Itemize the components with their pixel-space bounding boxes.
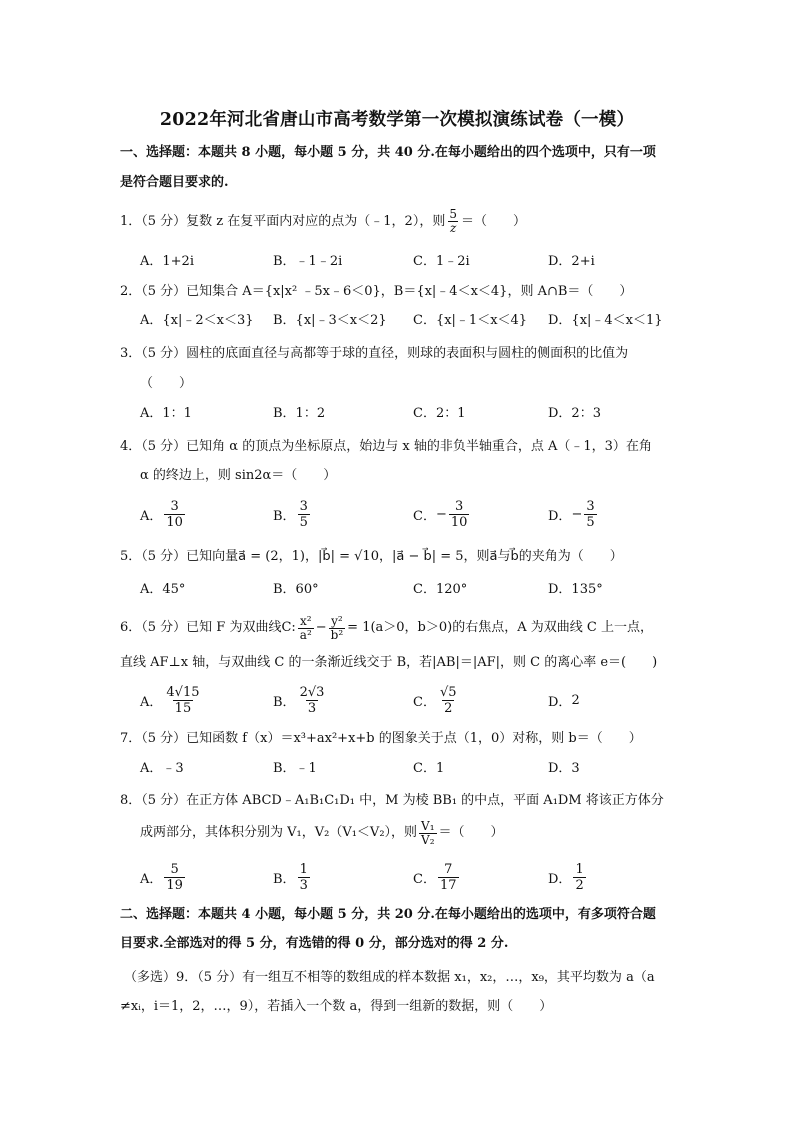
option-d xyxy=(548,497,599,531)
option-a: A．1：1 xyxy=(140,406,192,421)
minus-sign: − xyxy=(571,506,583,522)
fraction-numerator: 1 xyxy=(299,861,308,877)
fraction-denominator: 3 xyxy=(307,700,317,716)
question-8-line2 xyxy=(140,816,700,850)
question-9: （多选）9．（5 分）有一组互不相等的数组成的样本数据 x₁，x₂，…，x₉，其平均数为 a（a xyxy=(124,970,655,985)
fraction-denominator: 3 xyxy=(299,877,308,893)
question-6 xyxy=(120,612,680,644)
option-fraction xyxy=(573,862,585,893)
option-b: B．60° xyxy=(273,582,319,597)
question-6-fraction-x xyxy=(298,615,314,642)
option-b xyxy=(273,683,328,717)
option-c xyxy=(413,860,461,894)
question-1-text: 1．（5 分）复数 z 在复平面内对应的点为（﹣1，2），则 xyxy=(120,213,446,229)
page-title: 2022年河北省唐山市高考数学第一次模拟演练试卷（一模） xyxy=(159,110,635,130)
option-a xyxy=(140,497,187,531)
fraction-numerator: V₁ xyxy=(421,818,435,833)
option-d: D．3 xyxy=(548,761,580,776)
option-fraction xyxy=(298,685,327,716)
option-b: B．1：2 xyxy=(273,406,326,421)
question-3: 3．（5 分）圆柱的底面直径与高都等于球的直径，则球的表面积与圆柱的侧面积的比值为 xyxy=(120,346,629,361)
option-label: B． xyxy=(273,694,296,710)
section1-instructions-line1: 一、选择题：本题共 8 小题，每小题 5 分，共 40 分.在每小题给出的四个选项中，只有一项 xyxy=(120,145,656,160)
option-c: C．{x|﹣1＜x＜4} xyxy=(413,313,528,328)
question-8-fraction xyxy=(419,820,436,847)
option-c xyxy=(413,497,471,531)
option-label: A． xyxy=(140,694,163,710)
fraction-denominator: 2 xyxy=(575,877,584,893)
fraction-numerator: 3 xyxy=(586,498,595,514)
fraction-numerator: 7 xyxy=(444,861,453,877)
option-b: B．{x|﹣3＜x＜2} xyxy=(273,313,387,328)
minus-sign: − xyxy=(435,506,447,522)
option-label: D． xyxy=(548,508,572,524)
fraction-denominator: 19 xyxy=(166,877,183,893)
question-8: 8．（5 分）在正方体 ABCD﹣A₁B₁C₁D₁ 中，M 为棱 BB₁ 的中点，平面 A₁DM 将该正方体分 xyxy=(120,793,664,808)
question-8-tail: ＝（ ） xyxy=(438,825,504,840)
option-c: C．2：1 xyxy=(413,406,466,421)
fraction-numerator: x² xyxy=(299,613,312,628)
question-2-options xyxy=(140,311,663,331)
question-7-options xyxy=(140,759,660,779)
fraction-numerator: √5 xyxy=(439,684,457,700)
fraction-numerator: 1 xyxy=(575,861,584,877)
section2-instructions-line1: 二、选择题：本题共 4 小题，每小题 5 分，共 20 分.在每小题给出的选项中，有多项符合题 xyxy=(120,907,656,922)
fraction-denominator: a² xyxy=(299,627,312,642)
option-label: B． xyxy=(273,508,296,524)
option-label: B． xyxy=(273,871,296,887)
option-label: C． xyxy=(413,508,436,524)
fraction-numerator: 5 xyxy=(170,861,179,877)
option-b xyxy=(273,860,312,894)
question-4-options xyxy=(140,497,660,533)
option-d xyxy=(548,683,580,717)
fraction-denominator: 2 xyxy=(444,700,453,716)
option-fraction xyxy=(584,499,596,530)
section1-instructions-line2: 是符合题目要求的. xyxy=(120,175,229,190)
option-value: 2 xyxy=(571,692,580,708)
option-a: A．{x|﹣2＜x＜3} xyxy=(140,313,254,328)
fraction-numerator: 3 xyxy=(170,498,179,514)
option-d xyxy=(548,860,588,894)
fraction-denominator: 10 xyxy=(166,514,183,530)
question-6-options xyxy=(140,683,660,719)
option-c: C．1﹣2i xyxy=(413,254,470,269)
question-6-text-a: 6．（5 分）已知 F 为双曲线C: xyxy=(120,620,296,635)
question-1-tail: ＝（ ） xyxy=(460,213,526,229)
question-1 xyxy=(120,208,680,235)
question-8-options xyxy=(140,860,660,896)
fraction-numerator: 4√15 xyxy=(166,684,200,700)
option-label: D． xyxy=(548,871,572,887)
option-label: C． xyxy=(413,694,436,710)
option-fraction xyxy=(438,685,459,716)
option-b xyxy=(273,497,312,531)
question-6-text-b: = 1(a＞0，b＞0)的右焦点，A 为双曲线 C 上一点， xyxy=(347,620,653,635)
option-fraction xyxy=(164,499,185,530)
option-fraction xyxy=(164,685,201,716)
option-fraction xyxy=(438,862,459,893)
option-d: D．135° xyxy=(548,582,603,597)
option-fraction xyxy=(164,862,185,893)
fraction-numerator: 5 xyxy=(449,207,457,221)
option-d: D．2：3 xyxy=(548,406,601,421)
question-6-minus: − xyxy=(315,620,327,635)
question-2: 2．（5 分）已知集合 A＝{x|x² ﹣5x﹣6＜0}，B＝{x|﹣4＜x＜4}，则 A∩B＝（ ） xyxy=(120,284,633,299)
option-c xyxy=(413,683,461,717)
question-1-options xyxy=(140,252,660,272)
fraction-denominator: 17 xyxy=(439,877,457,893)
question-6-line2: 直线 AF⊥x 轴，与双曲线 C 的一条渐近线交于 B，若|AB|＝|AF|，则 C 的离心率 e＝( ) xyxy=(120,655,658,670)
option-a: A．45° xyxy=(140,582,186,597)
question-5: 5．（5 分）已知向量a⃗ = (2，1)，|b⃗| = √10，|a⃗ − b⃗| = 5，则a⃗与b⃗的夹角为（ ） xyxy=(120,549,623,564)
fraction-numerator: 3 xyxy=(454,498,464,514)
question-3-line2: （ ） xyxy=(140,376,193,391)
option-a xyxy=(140,860,187,894)
option-c: C．1 xyxy=(413,761,445,776)
fraction-denominator: b² xyxy=(330,627,344,642)
question-8-text2: 成两部分，其体积分别为 V₁，V₂（V₁＜V₂），则 xyxy=(140,825,418,840)
option-label: C． xyxy=(413,871,436,887)
option-a xyxy=(140,683,204,717)
fraction-denominator: V₂ xyxy=(421,832,435,847)
question-1-fraction xyxy=(447,208,459,235)
question-3-options xyxy=(140,404,660,424)
fraction-denominator: 10 xyxy=(450,514,468,530)
option-a: A．﹣3 xyxy=(140,761,184,776)
fraction-denominator: 15 xyxy=(174,700,192,716)
fraction-numerator: 2√3 xyxy=(299,684,325,700)
option-b: B．﹣1﹣2i xyxy=(273,254,343,269)
section2-instructions-line2: 目要求.全部选对的得 5 分，有选错的得 0 分，部分选对的得 2 分. xyxy=(120,936,509,951)
question-6-fraction-y xyxy=(329,615,346,642)
question-4-line2: α 的终边上，则 sin2α＝（ ） xyxy=(140,468,337,483)
option-c: C．120° xyxy=(413,582,468,597)
option-b: B．﹣1 xyxy=(273,761,317,776)
question-5-options xyxy=(140,580,660,600)
option-label: A． xyxy=(140,871,163,887)
option-d: D．{x|﹣4＜x＜1} xyxy=(548,313,663,328)
fraction-numerator: y² xyxy=(331,613,343,628)
option-a: A．1+2i xyxy=(140,254,194,269)
option-d: D．2+i xyxy=(548,254,595,269)
option-fraction xyxy=(298,862,310,893)
option-fraction xyxy=(449,499,470,530)
option-fraction xyxy=(298,499,310,530)
question-7: 7．（5 分）已知函数 f（x）＝x³+ax²+x+b 的图象关于点（1，0）对称，则 b＝（ ） xyxy=(120,731,642,746)
fraction-denominator: 5 xyxy=(586,514,595,530)
fraction-denominator: 5 xyxy=(299,514,308,530)
fraction-denominator: z xyxy=(450,221,457,235)
question-9-line2: ≠xᵢ，i＝1，2，…，9），若插入一个数 a，得到一组新的数据，则（ ） xyxy=(120,999,553,1014)
question-4: 4．（5 分）已知角 α 的顶点为坐标原点，始边与 x 轴的非负半轴重合，点 A（﹣1，3）在角 xyxy=(120,439,652,454)
option-label: D． xyxy=(548,694,572,710)
option-label: A． xyxy=(140,508,163,524)
fraction-numerator: 3 xyxy=(299,498,308,514)
